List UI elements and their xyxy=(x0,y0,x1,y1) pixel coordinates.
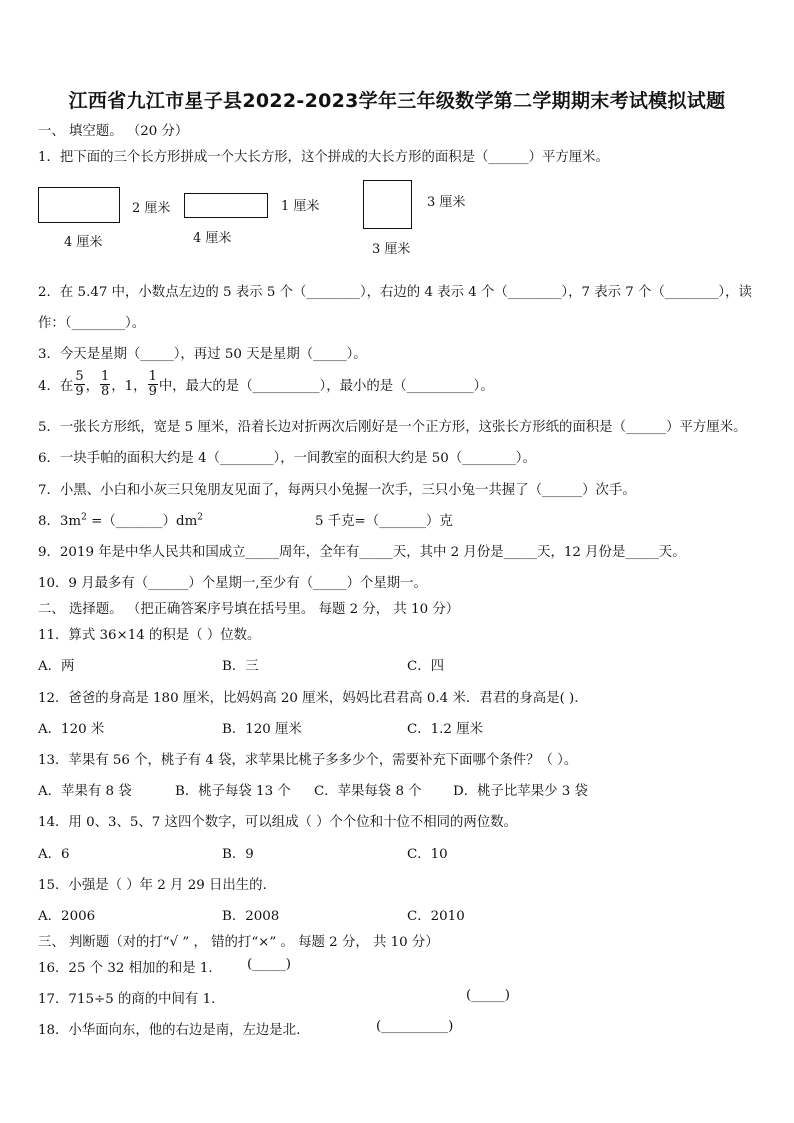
question-8-part-a xyxy=(38,510,203,529)
question-4-separator: ， xyxy=(85,378,99,394)
fraction-5-9 xyxy=(74,370,84,398)
fraction-denominator: 8 xyxy=(100,383,110,399)
question-14: 14．用 0、3、5、7 这四个数字，可以组成（ ）个个位和十位不相同的两位数。 xyxy=(38,815,517,830)
question-15-option-b: B．2008 xyxy=(222,909,280,924)
question-17-answer-blank: (_____) xyxy=(466,988,510,1003)
question-18-answer-blank: (__________) xyxy=(376,1019,454,1034)
page-title: 江西省九江市星子县2022-2023学年三年级数学第二学期期末考试模拟试题 xyxy=(68,90,726,112)
question-4 xyxy=(38,370,494,398)
rectangle-2 xyxy=(184,193,268,218)
superscript: 2 xyxy=(197,512,204,523)
question-3: 3．今天是星期（_____），再过 50 天是星期（_____）。 xyxy=(38,347,367,362)
fraction-numerator: 5 xyxy=(75,369,84,384)
rectangle-1-height-label: 2 厘米 xyxy=(132,201,171,216)
question-6: 6．一块手帕的面积大约是 4（________），一间教室的面积大约是 50（________）。 xyxy=(38,451,536,466)
square-3-height-label: 3 厘米 xyxy=(427,195,466,210)
question-15-option-a: A．2006 xyxy=(38,909,96,924)
question-12-option-c: C．1.2 厘米 xyxy=(407,722,483,737)
fraction-denominator: 9 xyxy=(75,383,84,399)
fraction-1-9 xyxy=(148,370,158,398)
question-14-option-b: B．9 xyxy=(222,847,254,862)
rectangle-2-height-label: 1 厘米 xyxy=(281,199,320,214)
question-16: 16．25 个 32 相加的和是 1. xyxy=(38,961,213,976)
fraction-numerator: 1 xyxy=(100,369,110,384)
question-10: 10．9 月最多有（______）个星期一,至少有（_____）个星期一。 xyxy=(38,576,427,591)
question-11: 11．算式 36×14 的积是（ ）位数。 xyxy=(38,628,261,643)
question-15: 15．小强是（ ）年 2 月 29 日出生的. xyxy=(38,878,267,893)
fraction-denominator: 9 xyxy=(148,383,157,399)
question-4-suffix: 中，最大的是（__________），最小的是（__________）。 xyxy=(158,378,494,394)
question-8-middle: =（_______）dm xyxy=(86,514,198,529)
question-8-part-b: 5 千克=（_______）克 xyxy=(315,514,453,529)
question-14-option-c: C．10 xyxy=(407,847,448,862)
question-16-answer-blank: (_____) xyxy=(247,957,291,972)
fraction-1-8 xyxy=(100,370,110,398)
question-12-option-b: B．120 厘米 xyxy=(222,722,302,737)
question-11-option-c: C．四 xyxy=(407,659,445,674)
question-9: 9．2019 年是中华人民共和国成立_____周年，全年有_____天，其中 2 月份是_____天，12 月份是_____天。 xyxy=(38,545,686,560)
section-fill-in-heading: 一、 填空题。 （20 分） xyxy=(38,124,189,139)
question-2-line-2: 作：（________）。 xyxy=(38,316,146,331)
question-13: 13．苹果有 56 个，桃子有 4 袋，求苹果比桃子多多少个，需要补充下面哪个条件？（ ）。 xyxy=(38,753,578,768)
rectangle-2-width-label: 4 厘米 xyxy=(193,231,232,246)
question-1: 1．把下面的三个长方形拼成一个大长方形，这个拼成的大长方形的面积是（______）平方厘米。 xyxy=(38,150,609,165)
question-4-middle: ，1， xyxy=(111,378,147,394)
question-12: 12．爸爸的身高是 180 厘米，比妈妈高 20 厘米，妈妈比君君高 0.4 米．君君的身高是( ). xyxy=(38,691,579,706)
question-14-option-a: A．6 xyxy=(38,847,70,862)
question-7: 7．小黑、小白和小灰三只兔朋友见面了，每两只小兔握一次手，三只小兔一共握了（______）次手。 xyxy=(38,483,636,498)
question-8-prefix: 8．3m xyxy=(38,514,82,529)
question-5: 5．一张长方形纸，宽是 5 厘米，沿着长边对折两次后刚好是一个正方形，这张长方形纸的面积是（______）平方厘米。 xyxy=(38,420,747,435)
fraction-numerator: 1 xyxy=(148,369,157,384)
question-11-option-a: A．两 xyxy=(38,659,75,674)
question-17: 17．715÷5 的商的中间有 1. xyxy=(38,992,216,1007)
superscript: 2 xyxy=(81,512,87,523)
question-13-option-a: A．苹果有 8 袋 xyxy=(38,784,132,799)
question-2-line-1: 2．在 5.47 中，小数点左边的 5 表示 5 个（________），右边的 4 表示 4 个（________），7 表示 7 个（________），读 xyxy=(38,285,752,300)
question-11-option-b: B．三 xyxy=(222,659,259,674)
question-13-option-d: D．桃子比苹果少 3 袋 xyxy=(453,784,588,799)
question-15-option-c: C．2010 xyxy=(407,909,465,924)
question-4-prefix: 4．在 xyxy=(38,378,74,394)
section-judgement-heading: 三、 判断题（对的打“√ ” ， 错的打“×” 。 每题 2 分， 共 10 分） xyxy=(38,935,439,950)
question-13-option-c: C．苹果每袋 8 个 xyxy=(314,784,422,799)
rectangle-1-width-label: 4 厘米 xyxy=(64,235,103,250)
section-choice-heading: 二、 选择题。 （把正确答案序号填在括号里。 每题 2 分， 共 10 分） xyxy=(38,602,460,617)
question-12-option-a: A．120 米 xyxy=(38,722,105,737)
rectangle-1 xyxy=(38,187,120,223)
square-3-width-label: 3 厘米 xyxy=(372,242,411,257)
square-3 xyxy=(363,180,412,229)
question-18: 18．小华面向东，他的右边是南，左边是北. xyxy=(38,1023,301,1038)
question-13-option-b: B．桃子每袋 13 个 xyxy=(175,784,291,799)
